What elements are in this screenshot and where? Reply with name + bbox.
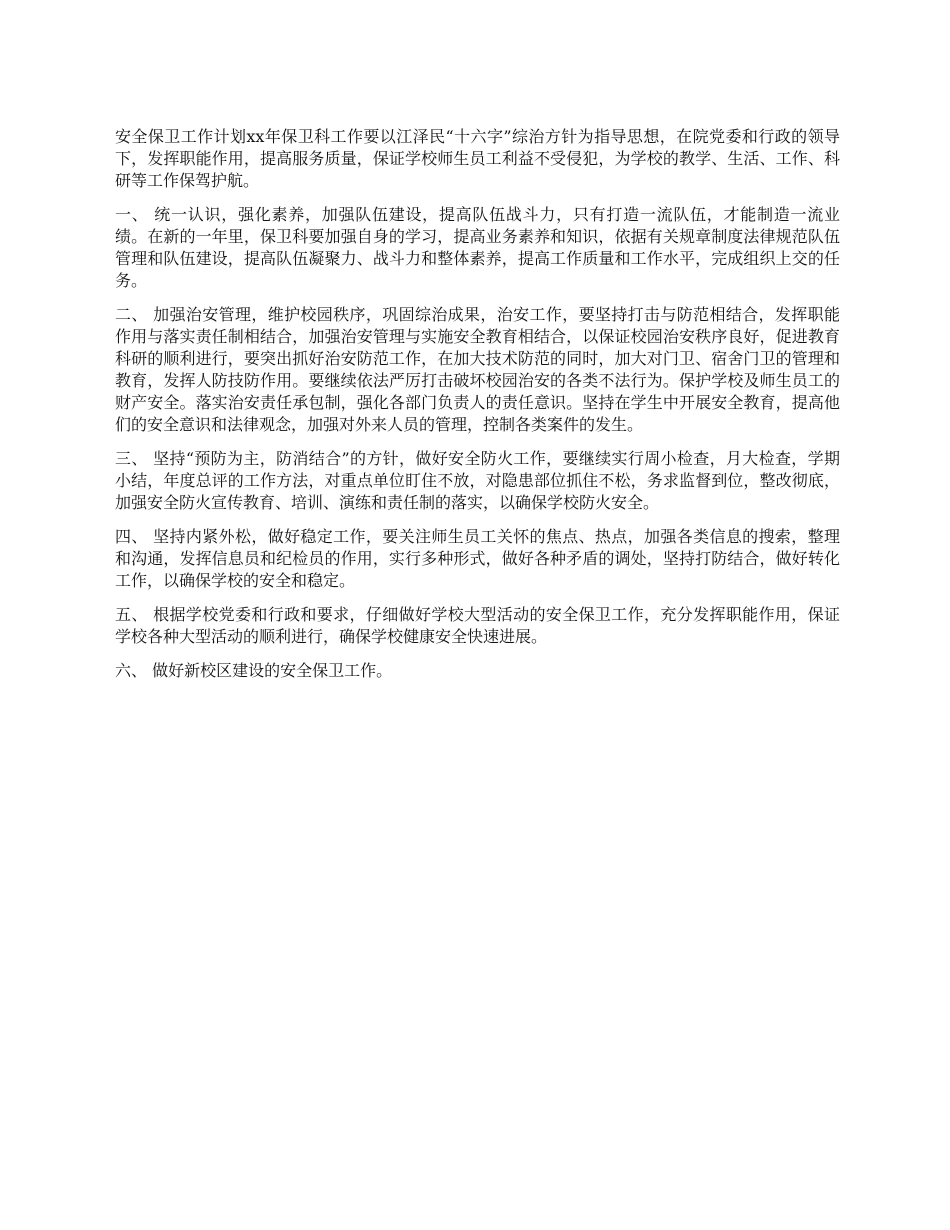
section-four-paragraph: 四、 坚持内紧外松，做好稳定工作，要关注师生员工关怀的焦点、热点，加强各类信息的搜索，整理和沟通，发挥信息员和纪检员的作用，实行多种形式，做好各种矛盾的调处，坚持打防结合，做好转化工作，以确保学校的安全和稳定。	[115, 527, 840, 590]
document-page	[115, 126, 840, 694]
section-one-paragraph: 一、 统一认识，强化素养，加强队伍建设，提高队伍战斗力，只有打造一流队伍，才能制造一流业绩。在新的一年里，保卫科要加强自身的学习，提高业务素养和知识，依据有关规章制度法律规范队伍管理和队伍建设，提高队伍凝聚力、战斗力和整体素养，提高工作质量和工作水平，完成组织上交的任务。	[115, 205, 840, 290]
section-two-paragraph: 二、 加强治安管理，维护校园秩序，巩固综治成果，治安工作，要坚持打击与防范相结合，发挥职能作用与落实责任制相结合，加强治安管理与实施安全教育相结合，以保证校园治安秩序良好，促进教育科研的顺利进行，要突出抓好治安防范工作，在加大技术防范的同时，加大对门卫、宿舍门卫的管理和教育，发挥人防技防作用。要继续依法严厉打击破坏校园治安的各类不法行为。保护学校及师生员工的财产安全。落实治安责任承包制，强化各部门负责人的责任意识。坚持在学生中开展安全教育，提高他们的安全意识和法律观念，加强对外来人员的管理，控制各类案件的发生。	[115, 305, 840, 434]
section-three-paragraph: 三、 坚持“预防为主，防消结合”的方针，做好安全防火工作，要继续实行周小检查，月大检查，学期小结，年度总评的工作方法，对重点单位盯住不放，对隐患部位抓住不松，务求监督到位，整改彻底，加强安全防火宣传教育、培训、演练和责任制的落实，以确保学校防火安全。	[115, 449, 840, 512]
section-six-paragraph: 六、 做好新校区建设的安全保卫工作。	[115, 661, 393, 680]
section-five-paragraph: 五、 根据学校党委和行政和要求，仔细做好学校大型活动的安全保卫工作，充分发挥职能作用，保证学校各种大型活动的顺利进行，确保学校健康安全快速进展。	[115, 605, 840, 646]
intro-paragraph: 安全保卫工作计划xx年保卫科工作要以江泽民“十六字”综治方针为指导思想，在院党委和行政的领导下，发挥职能作用，提高服务质量，保证学校师生员工利益不受侵犯，为学校的教学、生活、工作、科研等工作保驾护航。	[115, 127, 840, 190]
